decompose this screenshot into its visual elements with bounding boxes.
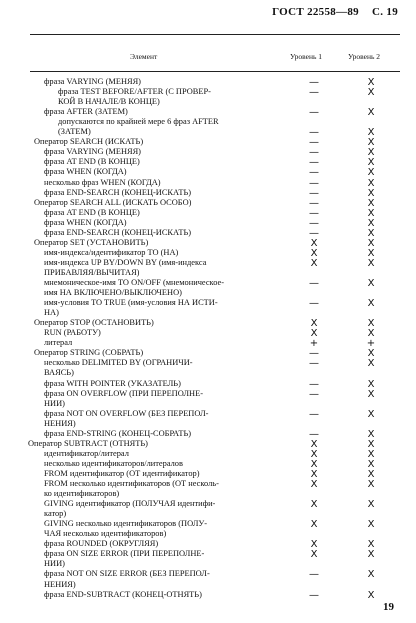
level2-mark: X	[367, 187, 375, 199]
element-text: КОЙ В НАЧАЛЕ/В КОНЦЕ)	[58, 97, 160, 107]
level1-mark: X	[310, 328, 318, 340]
element-text: фраза WITH POINTER (УКАЗАТЕЛЬ)	[44, 378, 181, 388]
element-text: Оператор STRING (СОБРАТЬ)	[34, 348, 144, 358]
level2-mark: X	[367, 479, 375, 490]
element-text: фраза AFTER (ЗАТЕМ)	[44, 107, 128, 117]
level1-mark: —	[309, 157, 319, 169]
level2-mark: X	[367, 77, 375, 88]
page-number: 19	[383, 601, 394, 613]
level1-mark: —	[309, 378, 319, 390]
level1-mark: —	[309, 388, 319, 400]
element-text: НЕНИЯ)	[44, 418, 76, 428]
element-text: ВАЯСЬ)	[44, 368, 74, 378]
element-text: фраза WHEN (КОГДА)	[44, 167, 127, 177]
level2-mark: X	[367, 257, 375, 269]
level1-mark: +	[309, 338, 319, 350]
element-text: фраза END-SEARCH (КОНЕЦ-ИСКАТЬ)	[44, 187, 192, 197]
level1-mark: —	[309, 107, 319, 119]
element-text: фраза NOT ON SIZE ERROR (БЕЗ ПЕРЕПОЛ-	[44, 569, 210, 579]
level1-mark: X	[310, 247, 318, 259]
element-text: литерал	[44, 338, 73, 348]
column-header-level2: Уровень 2	[348, 52, 381, 61]
element-text: НЕНИЯ)	[44, 579, 76, 589]
level2-mark: X	[367, 87, 375, 99]
element-text: (ЗАТЕМ)	[58, 127, 91, 137]
level1-mark: —	[309, 127, 319, 139]
element-text: ПРИБАВЛЯЯ/ВЫЧИТАЯ)	[44, 267, 140, 277]
level1-mark: X	[310, 479, 318, 490]
element-text: FROM несколько идентификаторов (ОТ несколь-	[44, 479, 219, 488]
element-text: катор)	[44, 509, 67, 519]
level2-mark: X	[367, 378, 375, 390]
level2-mark: X	[367, 468, 375, 480]
element-text: фраза ON SIZE ERROR (ПРИ ПЕРЕПОЛНЕ-	[44, 549, 205, 559]
element-text: имя-условия TO TRUE (имя-условия НА ИСТИ-	[44, 298, 218, 308]
level2-mark: X	[367, 448, 375, 460]
level2-mark: X	[367, 147, 375, 159]
element-text: FROM идентификатор (ОТ идентификатор)	[44, 468, 200, 478]
level1-mark: X	[310, 438, 318, 450]
element-text: Оператор STOP (ОСТАНОВИТЬ)	[34, 318, 154, 328]
table-header-rule	[30, 71, 400, 72]
level1-mark: X	[310, 539, 318, 551]
element-text: фраза AT END (В КОНЦЕ)	[44, 207, 140, 217]
element-text: ЧАЯ несколько идентификаторов)	[44, 529, 167, 539]
level1-mark: —	[309, 428, 319, 440]
level2-mark: X	[367, 278, 375, 289]
element-text: фраза END-SEARCH (КОНЕЦ-ИСКАТЬ)	[44, 227, 192, 237]
level1-mark: —	[309, 147, 319, 159]
level1-mark: X	[310, 237, 318, 249]
element-text: Оператор SUBTRACT (ОТНЯТЬ)	[28, 438, 148, 448]
element-text: фраза VARYING (МЕНЯЯ)	[44, 147, 141, 157]
page-label: С. 19	[372, 6, 398, 18]
level1-mark: —	[309, 278, 319, 289]
level2-mark: X	[367, 458, 375, 470]
level2-mark: +	[366, 338, 376, 350]
level1-mark: X	[310, 448, 318, 460]
page-header	[262, 6, 398, 18]
level2-mark: X	[367, 589, 375, 601]
level2-mark: X	[367, 197, 375, 209]
element-text: фраза END-STRING (КОНЕЦ-СОБРАТЬ)	[44, 428, 192, 438]
level2-mark: X	[367, 107, 375, 119]
level2-mark: X	[367, 428, 375, 440]
level1-mark: X	[310, 519, 318, 531]
level1-mark: —	[309, 348, 319, 360]
element-text: мнемоническое-имя TO ON/OFF (мнемоническое-	[44, 278, 224, 287]
element-text: фраза TEST BEFORE/AFTER (С ПРОВЕР-	[58, 87, 211, 97]
level2-mark: X	[367, 217, 375, 229]
element-text: идентификатор/литерал	[44, 448, 129, 458]
level2-mark: X	[367, 549, 375, 561]
level2-mark: X	[367, 438, 375, 450]
element-text: НА)	[44, 308, 59, 318]
element-text: фраза END-SUBTRACT (КОНЕЦ-ОТНЯТЬ)	[44, 589, 202, 599]
level2-mark: X	[367, 388, 375, 400]
column-header-element: Элемент	[130, 52, 158, 61]
element-text: ко идентификаторов)	[44, 489, 120, 499]
level1-mark: X	[310, 549, 318, 561]
level2-mark: X	[367, 519, 375, 531]
level2-mark: X	[367, 177, 375, 189]
element-text: RUN (РАБОТУ)	[44, 328, 101, 338]
level1-mark: —	[309, 187, 319, 199]
level1-mark: —	[309, 408, 319, 420]
element-text: несколько фраз WHEN (КОГДА)	[44, 177, 161, 187]
level1-mark: —	[309, 589, 319, 601]
level2-mark: X	[367, 328, 375, 340]
level2-mark: X	[367, 499, 375, 511]
level2-mark: X	[367, 539, 375, 551]
level1-mark: —	[309, 77, 319, 88]
element-text: несколько идентификаторов/литералов	[44, 458, 183, 468]
level1-mark: —	[309, 87, 319, 99]
level2-mark: X	[367, 167, 375, 179]
element-text: фраза NOT ON OVERFLOW (БЕЗ ПЕРЕПОЛ-	[44, 408, 209, 418]
level2-mark: X	[367, 408, 375, 420]
column-header-level1: Уровень 1	[290, 52, 323, 61]
element-text: фраза WHEN (КОГДА)	[44, 217, 127, 227]
level1-mark: —	[309, 217, 319, 229]
element-text: фраза VARYING (МЕНЯЯ)	[44, 77, 141, 86]
element-text: НИИ)	[44, 398, 65, 408]
element-text: имя-индекса/идентификатор TO (НА)	[44, 247, 179, 257]
element-text: фраза AT END (В КОНЦЕ)	[44, 157, 140, 167]
element-text: Оператор SEARCH (ИСКАТЬ)	[34, 137, 144, 147]
level2-mark: X	[367, 247, 375, 259]
element-text: фраза ON OVERFLOW (ПРИ ПЕРЕПОЛНЕ-	[44, 388, 203, 398]
level1-mark: —	[309, 177, 319, 189]
standard-number: ГОСТ 22558—89	[272, 6, 359, 18]
level1-mark: —	[309, 298, 319, 310]
level2-mark: X	[367, 569, 375, 581]
level2-mark: X	[367, 137, 375, 149]
level1-mark: —	[309, 167, 319, 179]
level1-mark: X	[310, 468, 318, 480]
level1-mark: —	[309, 197, 319, 209]
level1-mark: X	[310, 499, 318, 511]
element-text: фраза ROUNDED (ОКРУГЛЯЯ)	[44, 539, 159, 549]
table-top-rule	[30, 34, 400, 35]
level2-mark: X	[367, 348, 375, 360]
level2-mark: X	[367, 207, 375, 219]
element-text: GIVING несколько идентификаторов (ПОЛУ-	[44, 519, 208, 529]
level1-mark: X	[310, 257, 318, 269]
element-text: GIVING идентификатор (ПОЛУЧАЯ идентифи-	[44, 499, 216, 509]
level2-mark: X	[367, 318, 375, 330]
element-text: Оператор SEARCH ALL (ИСКАТЬ ОСОБО)	[34, 197, 192, 207]
level1-mark: —	[309, 569, 319, 581]
element-text: имя-индекса UP BY/DOWN BY (имя-индекса	[44, 257, 207, 267]
level1-mark: X	[310, 458, 318, 470]
level2-mark: X	[367, 157, 375, 169]
level1-mark: —	[309, 137, 319, 149]
element-text: НИИ)	[44, 559, 65, 569]
level2-mark: X	[367, 358, 375, 370]
level2-mark: X	[367, 237, 375, 249]
level1-mark: —	[309, 227, 319, 239]
level1-mark: X	[310, 318, 318, 330]
element-text: несколько DELIMITED BY (ОГРАНИЧИ-	[44, 358, 193, 368]
level2-mark: X	[367, 227, 375, 239]
level1-mark: —	[309, 207, 319, 219]
level2-mark: X	[367, 298, 375, 310]
level1-mark: —	[309, 358, 319, 370]
element-text: имя НА ВКЛЮЧЕНО/ВЫКЛЮЧЕНО)	[44, 288, 182, 298]
element-text: Оператор SET (УСТАНОВИТЬ)	[34, 237, 149, 247]
element-text: допускаются по крайней мере 6 фраз AFTER	[58, 117, 219, 127]
level2-mark: X	[367, 127, 375, 139]
